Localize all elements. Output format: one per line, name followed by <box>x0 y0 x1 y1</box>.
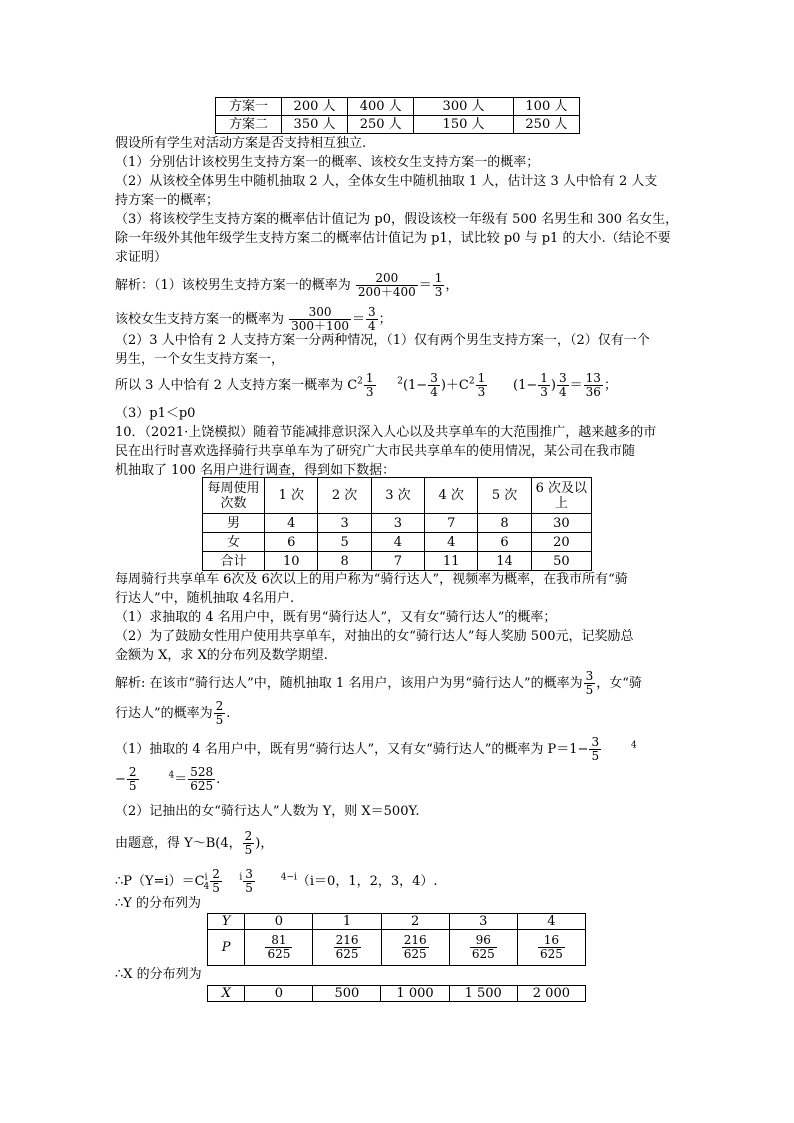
table-cell: 女 <box>203 533 265 552</box>
fraction <box>433 272 445 299</box>
text: ∴P（Y=i）＝C <box>115 874 205 889</box>
plan-table <box>215 97 580 134</box>
fraction <box>470 934 497 961</box>
numerator: 1 <box>477 371 486 385</box>
table-cell: 1 <box>313 914 381 930</box>
table-cell: 6 <box>265 533 318 552</box>
solution-line <box>115 272 458 299</box>
table-cell: 4 <box>517 914 585 930</box>
table-header-row <box>203 478 592 514</box>
fraction <box>127 766 139 793</box>
denominator: 300＋100 <box>291 319 349 333</box>
denominator: 5 <box>215 713 224 727</box>
text-line: 10．（2021·上饶模拟）随着节能减排意识深入人心以及共享单车的大范围推广，越来越多的市 <box>115 425 657 440</box>
table-cell: 合计 <box>203 552 265 571</box>
denominator: 4 <box>430 385 438 399</box>
table-cell: 3 <box>449 914 517 930</box>
table-cell: 7 <box>371 552 424 571</box>
table-row <box>203 552 592 571</box>
numerator: 300 <box>289 306 351 320</box>
numerator: 200 <box>356 272 418 286</box>
denominator: 3 <box>434 285 443 299</box>
text-line: 求证明） <box>115 250 168 265</box>
fraction <box>289 306 351 333</box>
denominator: 5 <box>128 779 137 793</box>
numerator: 2 <box>212 867 220 881</box>
numerator: 1 <box>540 371 548 385</box>
text: 行达人”的概率为 <box>115 706 213 721</box>
table-cell <box>313 930 381 966</box>
numerator: 528 <box>190 765 214 779</box>
text: ； <box>378 312 392 327</box>
text: 解析：（1）该校男生支持方案一的概率为 <box>115 278 351 293</box>
text-line: ∴X 的分布列为 <box>115 967 202 982</box>
table-cell: 350 人 <box>281 116 347 134</box>
table-header-cell: 2 次 <box>318 478 371 514</box>
numerator: 1 <box>365 371 374 385</box>
table-row <box>216 116 580 134</box>
table-cell: 方案一 <box>216 98 282 116</box>
table-cell: 0 <box>245 986 313 1002</box>
text: )＋C <box>440 378 469 393</box>
text-line: 民在出行时喜欢选择骑行共享单车为了研究广大市民共享单车的使用情况，某公司在我市随 <box>115 444 636 459</box>
solution-line: 所以 3 人中恰有 2 人支持方案一概率为 $C^2$ $\frac{1}{3}$ $^2$(1− $\frac{3}{4}$ )$+C^2$ $\frac{1}{3}$ (1− $\frac{1}{3}$ ) $\frac{3}{4}$ ＝ $\frac{13}{36}$ ； <box>115 371 617 399</box>
table-cell: 1 000 <box>381 986 449 1002</box>
fraction <box>265 934 292 961</box>
text-line: 机抽取了 100 名用户进行调查，得到如下数据： <box>115 463 396 478</box>
table-row <box>203 514 592 533</box>
solution-line: $\therefore P(Y=i)=C^i_4$ $\frac{2}{5}$ $^i$ $\frac{3}{5}$ $^{4-i}$（i＝0，1，2，3，4）. <box>115 867 438 895</box>
table-cell: 100 人 <box>513 98 579 116</box>
table-cell <box>208 914 245 930</box>
table-row <box>216 98 580 116</box>
numerator: 3 <box>430 371 438 385</box>
text: ＝ <box>569 378 583 393</box>
table-cell: 14 <box>478 552 531 571</box>
fraction <box>428 372 440 399</box>
text-line: （3）p1＜p0 <box>115 406 196 421</box>
text-line: 持方案一的概率； <box>115 193 220 208</box>
table-cell: 250 人 <box>348 116 414 134</box>
fraction <box>538 372 550 399</box>
denominator: 4 <box>367 319 376 333</box>
text: ， <box>445 278 459 293</box>
solution-line: （1）抽取的 4 名用户中，既有男“骑行达人”，又有女“骑行达人”的概率为 P＝1− $\frac{3}{5}$ $^4$ <box>115 735 637 763</box>
table-cell: 1 500 <box>449 986 517 1002</box>
fraction <box>243 868 255 895</box>
text: ，女“骑 <box>596 676 642 691</box>
table-row <box>208 914 586 930</box>
fraction <box>188 766 215 793</box>
denominator: 5 <box>212 881 220 895</box>
denominator: 3 <box>540 385 548 399</box>
solution-line <box>115 700 230 727</box>
table-header-cell: 5 次 <box>478 478 531 514</box>
numerator: 16 <box>538 934 565 948</box>
fraction <box>589 736 601 763</box>
text: 由题意，得 Y～B <box>115 836 216 851</box>
numerator: 2 <box>128 765 137 779</box>
table-header-cell: 3 次 <box>371 478 424 514</box>
variable: Y <box>221 914 231 929</box>
variable: P <box>221 940 231 955</box>
numerator: 216 <box>403 933 427 947</box>
table-cell: 250 人 <box>513 116 579 134</box>
denominator: 200＋400 <box>357 285 416 299</box>
fraction <box>364 372 376 399</box>
table-header-cell: 1 次 <box>265 478 318 514</box>
table-cell: 3 <box>318 514 371 533</box>
fraction <box>214 700 226 727</box>
text: − <box>115 772 126 787</box>
text-line: （1）求抽取的 4 名用户中，既有男“骑行达人”，又有女“骑行达人”的概率； <box>115 610 557 625</box>
numerator: 216 <box>335 933 359 947</box>
solution-line <box>115 830 273 857</box>
text-line: （2）为了鼓励女性用户使用共享单车，对抽出的女“骑行达人”每人奖励 500元，记奖励总 <box>115 629 634 644</box>
text-line: 每周骑行共享单车 6次及 6次以上的用户称为“骑行达人”，视频率为概率，在我市所有“骑 <box>115 572 628 587</box>
fraction <box>557 372 569 399</box>
text: 该校女生支持方案一的概率为 <box>115 312 285 327</box>
text-line: 行达人”中，随机抽取 4名用户. <box>115 591 295 606</box>
table-cell: 3 <box>371 514 424 533</box>
table-cell <box>208 986 245 1002</box>
text: 解析: 在该市“骑行达人”中，随机抽取 1 名用户，该用户为男“骑行达人”的概率为 <box>115 676 583 691</box>
numerator: 3 <box>591 735 600 749</box>
table-cell: 5 <box>318 533 371 552</box>
fraction <box>356 272 418 299</box>
table-cell: 500 <box>313 986 381 1002</box>
denominator: 625 <box>539 947 563 961</box>
text: (1− <box>402 378 428 393</box>
text: （i＝0，1，2，3，4）. <box>296 874 438 889</box>
table-cell: 10 <box>265 552 318 571</box>
table-cell: 8 <box>478 514 531 533</box>
denominator: 625 <box>190 779 214 793</box>
table-cell <box>449 930 517 966</box>
text: ＝ <box>351 312 365 327</box>
solution-line <box>115 670 642 697</box>
fraction <box>366 306 378 333</box>
denominator: 625 <box>403 947 427 961</box>
table-cell <box>208 930 245 966</box>
text-line: 假设所有学生对活动方案是否支持相互独立. <box>115 136 367 151</box>
denominator: 4 <box>559 385 567 399</box>
denominator: 5 <box>245 881 253 895</box>
denominator: 3 <box>365 385 374 399</box>
table-cell: 方案二 <box>216 116 282 134</box>
table-cell: 300 人 <box>414 98 514 116</box>
numerator: 81 <box>265 934 292 948</box>
denominator: 625 <box>471 947 495 961</box>
table-cell: 2 <box>381 914 449 930</box>
table-cell: 50 <box>531 552 591 571</box>
denominator: 625 <box>267 947 291 961</box>
numerator: 96 <box>470 934 497 948</box>
table-cell: 8 <box>318 552 371 571</box>
text: (1− <box>513 378 538 393</box>
numerator: 3 <box>245 867 253 881</box>
table-header-cell: 4 次 <box>425 478 478 514</box>
fraction <box>210 868 222 895</box>
text: . <box>226 706 231 721</box>
table-header-cell: 6 次及以上 <box>531 478 591 514</box>
table-header-cell: 每周使用次数 <box>203 478 265 514</box>
table-cell: 400 人 <box>348 98 414 116</box>
table-cell: 4 <box>371 533 424 552</box>
fraction <box>538 934 565 961</box>
table-cell: 7 <box>425 514 478 533</box>
table-cell: 200 人 <box>281 98 347 116</box>
table-cell: 4 <box>425 533 478 552</box>
table-cell: 11 <box>425 552 478 571</box>
text: )， <box>255 836 274 851</box>
fraction <box>584 670 596 697</box>
table-row <box>208 986 586 1002</box>
table-cell: 150 人 <box>414 116 514 134</box>
numerator: 3 <box>367 305 376 319</box>
y-distribution-table <box>207 913 586 966</box>
table-row <box>203 533 592 552</box>
denominator: 625 <box>335 947 359 961</box>
numerator: 2 <box>244 829 253 843</box>
variable: X <box>221 986 231 1001</box>
x-distribution-table <box>207 985 586 1002</box>
numerator: 2 <box>215 699 224 713</box>
text-line: （2）从该校全体男生中随机抽取 2 人，全体女生中随机抽取 1 人，估计这 3 人中恰有 2 人支 <box>115 174 658 189</box>
table-cell: 4 <box>265 514 318 533</box>
table-cell: 20 <box>531 533 591 552</box>
table-cell <box>245 930 313 966</box>
table-cell: 2 000 <box>517 986 585 1002</box>
fraction <box>476 372 488 399</box>
table-cell: 男 <box>203 514 265 533</box>
text: ＝ <box>174 772 188 787</box>
table-cell <box>517 930 585 966</box>
denominator: 3 <box>477 385 486 399</box>
denominator: 5 <box>585 683 594 697</box>
usage-table <box>202 477 592 571</box>
table-cell <box>381 930 449 966</box>
text-line: （1）分别估计该校男生支持方案一的概率、该校女生支持方案一的概率； <box>115 155 540 170</box>
table-cell: 6 <box>478 533 531 552</box>
text: (4， <box>215 836 242 851</box>
denominator: 36 <box>585 385 601 399</box>
denominator: 5 <box>244 843 253 857</box>
fraction <box>334 934 361 961</box>
text: （1）抽取的 4 名用户中，既有男“骑行达人”，又有女“骑行达人”的概率为 P＝1− <box>115 742 589 757</box>
table-row <box>208 930 586 966</box>
fraction <box>243 830 255 857</box>
text-line: （2）3 人中恰有 2 人支持方案一分两种情况，（1）仅有两个男生支持方案一，（2）仅有一个 <box>115 333 650 348</box>
text: 所以 3 人中恰有 2 人支持方案一概率为 C <box>115 378 358 393</box>
text-line: 金额为 X，求 X的分布列及数学期望. <box>115 648 328 663</box>
solution-line <box>115 306 392 333</box>
fraction <box>584 372 603 399</box>
text-line: （3）将该校学生支持方案的概率估计值记为 p0，假设该校一年级有 500 名男生和 300 名女生， <box>115 212 679 227</box>
denominator: 5 <box>591 749 600 763</box>
solution-line: − $\frac{2}{5}$ $^4$＝ $\frac{528}{625}$ . <box>115 765 221 793</box>
text: ＝ <box>418 278 432 293</box>
text: ； <box>603 378 617 393</box>
text-line: 男生，一个女生支持方案一， <box>115 352 285 367</box>
numerator: 13 <box>585 371 601 385</box>
text-line: 除一年级外其他年级学生支持方案二的概率估计值记为 p1，试比较 p0 与 p1 的大小.（结论不要 <box>115 231 671 246</box>
numerator: 3 <box>585 669 594 683</box>
table-cell: 30 <box>531 514 591 533</box>
text-line: ∴Y 的分布列为 <box>115 896 201 911</box>
numerator: 1 <box>434 271 443 285</box>
table-cell: 0 <box>245 914 313 930</box>
fraction <box>402 934 429 961</box>
numerator: 3 <box>559 371 567 385</box>
text-line: （2）记抽出的女“骑行达人”人数为 Y，则 X＝500Y. <box>115 804 420 819</box>
